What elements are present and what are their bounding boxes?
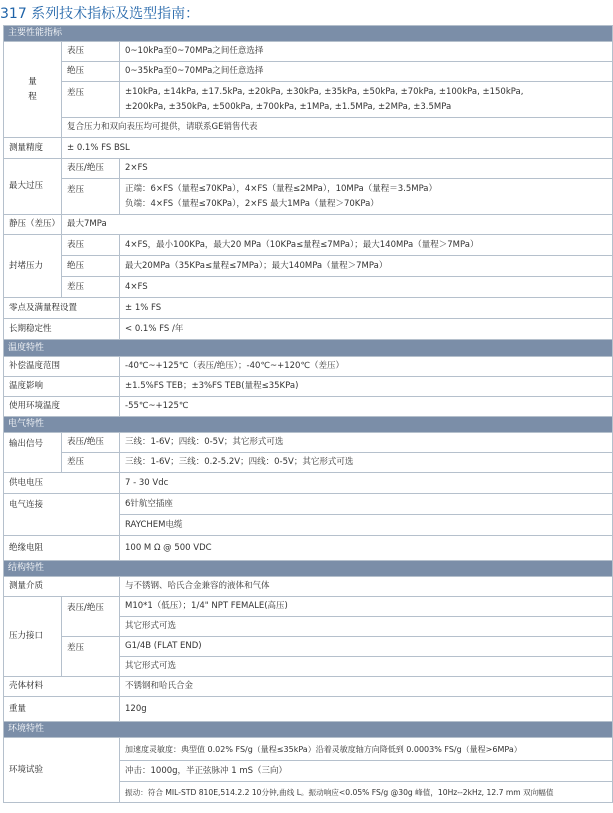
temp-comp-value: -40℃~+125℃（表压/绝压）；-40℃~+120℃（差压） bbox=[120, 357, 613, 377]
zero-span-value: ± 1% FS bbox=[120, 298, 613, 319]
static-value: 最大7MPa bbox=[62, 215, 613, 235]
table-row bbox=[4, 357, 613, 377]
output-label: 输出信号 bbox=[4, 433, 62, 473]
table-row bbox=[4, 138, 613, 159]
range-diff-label: 差压 bbox=[62, 82, 120, 118]
long-term-label: 长期稳定性 bbox=[4, 319, 120, 340]
port-diff-value-2: 其它形式可选 bbox=[120, 657, 613, 677]
insulation-value: 100 M Ω @ 500 VDC bbox=[120, 536, 613, 561]
section-title-struct: 结构特性 bbox=[4, 561, 613, 577]
page-title: 317 系列技术指标及选型指南： bbox=[0, 6, 200, 22]
weight-value: 120g bbox=[120, 697, 613, 722]
port-label: 压力接口 bbox=[4, 597, 62, 677]
accuracy-value: ± 0.1% FS BSL bbox=[62, 138, 613, 159]
range-diff-values: ±10kPa, ±14kPa, ±17.5kPa, ±20kPa, ±30kPa, ±35kPa, ±50kPa, ±70kPa, ±100kPa, ±150kPa, ±200kPa, ±350kPa, ±500kPa, ±700kPa, ±1MPa, ±1.5MPa, ±2MPa, ±3.5MPa bbox=[120, 82, 613, 118]
env-vibration-value: 振动：符合 MIL-STD 810E,514.2.2 10分钟,曲线 L。振动响应<0.05% FS/g @30g 峰值，10Hz--2kHz, 12.7 mm 双向幅值 bbox=[120, 782, 613, 803]
table-row bbox=[4, 577, 613, 597]
env-shock-value: 冲击：1000g，半正弦脉冲 1 mS（三向） bbox=[120, 761, 613, 782]
burst-abs-value: 最大20MPa（35KPa≤量程≤7MPa）；最大140MPa（量程＞7MPa） bbox=[120, 256, 613, 277]
connection-value-2: RAYCHEM电缆 bbox=[120, 515, 613, 536]
static-label: 静压（差压） bbox=[4, 215, 62, 235]
housing-value: 不锈钢和哈氏合金 bbox=[120, 677, 613, 697]
range-gauge-value: 0~10kPa至0~70MPa之间任意选择 bbox=[120, 42, 613, 62]
env-accel-value: 加速度灵敏度：典型值 0.02% FS/g（量程≤35kPa）沿着灵敏度轴方向降低到 0.0003% FS/g（量程>6MPa） bbox=[120, 738, 613, 761]
table-row bbox=[4, 433, 613, 453]
output-diff-label: 差压 bbox=[62, 453, 120, 473]
table-row bbox=[4, 159, 613, 179]
media-value: 与不锈钢、哈氏合金兼容的液体和气体 bbox=[120, 577, 613, 597]
supply-value: 7 - 30 Vdc bbox=[120, 473, 613, 494]
overpressure-diff-label: 差压 bbox=[62, 179, 120, 215]
temp-operating-value: -55℃~+125℃ bbox=[120, 397, 613, 417]
range-abs-value: 0~35kPa至0~70MPa之间任意选择 bbox=[120, 62, 613, 82]
section-title-elec: 电气特性 bbox=[4, 417, 613, 433]
table-row bbox=[4, 256, 613, 277]
range-note: 复合压力和双向表压均可提供，请联系GE销售代表 bbox=[62, 118, 613, 138]
media-label: 测量介质 bbox=[4, 577, 120, 597]
table-row bbox=[4, 453, 613, 473]
section-header bbox=[4, 561, 613, 577]
insulation-label: 绝缘电阻 bbox=[4, 536, 120, 561]
temp-effect-value: ±1.5%FS TEB；±3%FS TEB(量程≤35KPa) bbox=[120, 377, 613, 397]
weight-label: 重量 bbox=[4, 697, 120, 722]
table-row bbox=[4, 118, 613, 138]
table-row bbox=[4, 82, 613, 118]
port-ga-value-1: M10*1（低压）；1/4" NPT FEMALE(高压) bbox=[120, 597, 613, 617]
output-ga-value: 三线：1-6V；四线：0-5V；其它形式可选 bbox=[120, 433, 613, 453]
port-ga-value-2: 其它形式可选 bbox=[120, 617, 613, 637]
accuracy-label: 测量精度 bbox=[4, 138, 62, 159]
temp-comp-label: 补偿温度范围 bbox=[4, 357, 120, 377]
section-header bbox=[4, 722, 613, 738]
output-ga-label: 表压/绝压 bbox=[62, 433, 120, 453]
table-row bbox=[4, 235, 613, 256]
range-abs-label: 绝压 bbox=[62, 62, 120, 82]
range-gauge-label: 表压 bbox=[62, 42, 120, 62]
connection-label: 电气连接 bbox=[4, 494, 120, 536]
spec-table bbox=[3, 25, 613, 803]
output-diff-value: 三线：1-6V；三线：0.2-5.2V；四线：0-5V；其它形式可选 bbox=[120, 453, 613, 473]
table-row bbox=[4, 597, 613, 617]
table-row bbox=[4, 494, 613, 515]
burst-diff-value: 4×FS bbox=[120, 277, 613, 298]
supply-label: 供电电压 bbox=[4, 473, 120, 494]
burst-gauge-label: 表压 bbox=[62, 235, 120, 256]
overpressure-label: 最大过压 bbox=[4, 159, 62, 215]
table-row bbox=[4, 215, 613, 235]
overpressure-ga-value: 2×FS bbox=[120, 159, 613, 179]
env-test-label: 环境试验 bbox=[4, 738, 120, 803]
section-title-main: 主要性能指标 bbox=[4, 26, 613, 42]
table-row bbox=[4, 536, 613, 561]
burst-abs-label: 绝压 bbox=[62, 256, 120, 277]
table-row bbox=[4, 319, 613, 340]
table-row bbox=[4, 397, 613, 417]
connection-value-1: 6针航空插座 bbox=[120, 494, 613, 515]
overpressure-diff-values: 正端：6×FS（量程≤70KPa），4×FS（量程≤2MPa），10MPa（量程＝3.5MPa） 负端：4×FS（量程≤70KPa），2×FS 最大1MPa（量程＞70KPa） bbox=[120, 179, 613, 215]
long-term-value: < 0.1% FS /年 bbox=[120, 319, 613, 340]
table-row bbox=[4, 62, 613, 82]
burst-gauge-value: 4×FS，最小100KPa，最大20 MPa（10KPa≤量程≤7MPa）；最大140MPa（量程＞7MPa） bbox=[120, 235, 613, 256]
table-row bbox=[4, 738, 613, 761]
section-title-temp: 温度特性 bbox=[4, 340, 613, 357]
section-header bbox=[4, 26, 613, 42]
table-row bbox=[4, 277, 613, 298]
table-row bbox=[4, 677, 613, 697]
port-diff-value-1: G1/4B (FLAT END) bbox=[120, 637, 613, 657]
temp-effect-label: 温度影响 bbox=[4, 377, 120, 397]
range-label: 量 程 bbox=[4, 42, 62, 138]
port-diff-label: 差压 bbox=[62, 637, 120, 677]
port-ga-label: 表压/绝压 bbox=[62, 597, 120, 637]
table-row bbox=[4, 42, 613, 62]
temp-operating-label: 使用环境温度 bbox=[4, 397, 120, 417]
housing-label: 壳体材料 bbox=[4, 677, 120, 697]
table-row bbox=[4, 473, 613, 494]
burst-label: 封堵压力 bbox=[4, 235, 62, 298]
table-row bbox=[4, 697, 613, 722]
table-row bbox=[4, 377, 613, 397]
section-header bbox=[4, 417, 613, 433]
table-row bbox=[4, 179, 613, 215]
burst-diff-label: 差压 bbox=[62, 277, 120, 298]
zero-span-label: 零点及满量程设置 bbox=[4, 298, 120, 319]
table-row bbox=[4, 298, 613, 319]
section-header bbox=[4, 340, 613, 357]
table-row bbox=[4, 637, 613, 657]
section-title-env: 环境特性 bbox=[4, 722, 613, 738]
overpressure-ga-label: 表压/绝压 bbox=[62, 159, 120, 179]
